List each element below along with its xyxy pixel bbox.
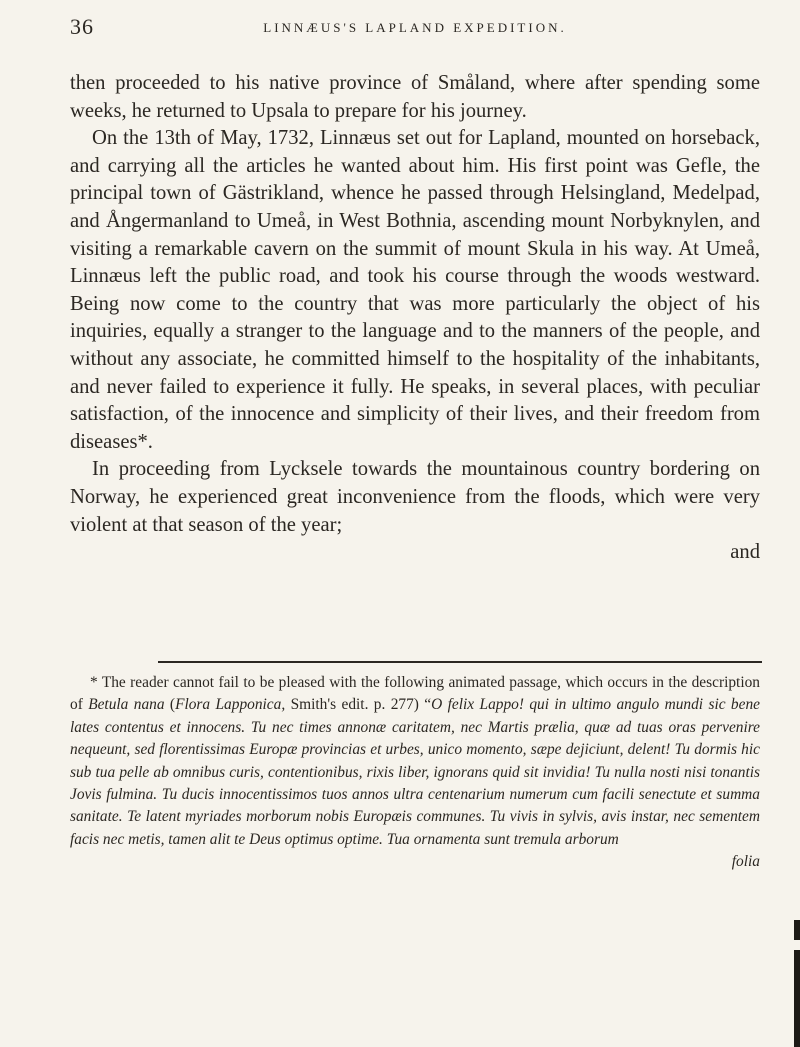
footnote-sep-1: ( — [164, 696, 176, 714]
page-header — [70, 14, 760, 44]
running-head: LINNÆUS'S LAPLAND EXPEDITION. — [263, 20, 567, 35]
catchword: and — [730, 541, 760, 564]
footnote-catchword: folia — [731, 853, 760, 871]
footnote-species: Betula nana — [88, 696, 165, 714]
footnote-edition: Smith's edit. p. 277) “ — [285, 696, 432, 714]
footnote-work-title: Flora Lapponica, — [175, 696, 286, 714]
paragraph-journey-start: On the 13th of May, 1732, Linnæus set out for Lapland, mounted on horseback, and carrying all the articles he wanted about him. His first point was Gefle, the principal town of Gästrikland, whence he passed through Helsingland, Medelpad, and Ångermanland to Umeå, in West Bothnia, ascending mount Norbyknylen, and visiting a remarkable cavern on the summit of mount Skula in his way. At Umeå, Linnæus left the public road, and took his course through the woods westward. Being now come to the country that was more particularly the object of his inquiries, equally a stranger to the language and to the manners of the people, and without any associate, he committed himself to the hospitality of the inhabitants, and never failed to experience it fully. He speaks, in several places, with peculiar satisfaction, of the innocence and simplicity of their lives, and their freedom from diseases*. — [70, 127, 760, 453]
footnote-intro: * The reader cannot fail to be pleased with the following animated passage, which occurs in the description of — [70, 674, 760, 714]
page-edge-shadow-bottom — [794, 950, 800, 1047]
footnote-rule — [158, 661, 762, 663]
main-text — [70, 70, 760, 567]
page-edge-shadow-top — [794, 920, 800, 940]
paragraph-continued: then proceeded to his native province of Småland, where after spending some weeks, he returned to Upsala to prepare for his journey. — [70, 72, 760, 122]
footnote — [70, 672, 760, 874]
paragraph-lycksele: In proceeding from Lycksele towards the mountainous country bordering on Norway, he experienced great inconvenience from the floods, which were very violent at that season of the year; — [70, 458, 760, 536]
footnote-paragraph — [70, 672, 760, 851]
footnote-latin-quote: O felix Lappo! qui in ultimo angulo mundi sic bene lates contentus et innocens. Tu nec times annonæ caritatem, nec Martis prælia, quæ ad tuas oras pervenire nequeunt, sed florentissimas Europæ provincias et urbes, unico momento, sæpe dejiciunt, delent! Tu dormis hic sub tua pelle ab omnibus curis, contentionibus, rixis liber, ignorans quid sit invidia! Tu nulla nosti nisi tonantis Jovis fulmina. Tu ducis innocentissimos tuos annos ultra centenarium numerum cum facili senectute et summa sanitate. Te latent myriades morborum nobis Europæis communes. Tu vivis in sylvis, avis instar, nec sementem facis nec metis, tamen alit te Deus optimus optime. Tua ornamenta sunt tremula arborum — [70, 696, 760, 848]
page-number: 36 — [70, 14, 94, 39]
